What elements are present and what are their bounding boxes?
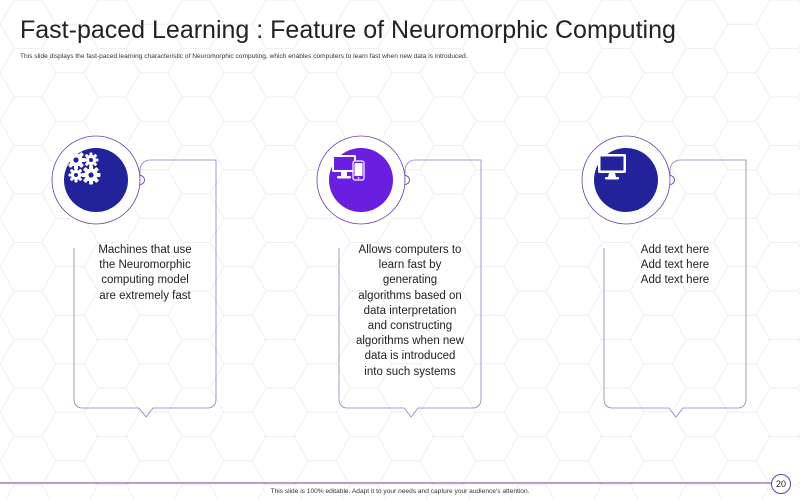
- card-2-line: data is introduced: [364, 350, 456, 363]
- card-1-line: are extremely fast: [99, 289, 191, 302]
- feature-card-3: [580, 130, 760, 430]
- footer-note: This slide is 100% editable. Adapt it to your needs and capture your audience's attention.: [270, 488, 530, 495]
- card-3-line: Add text here: [640, 274, 710, 287]
- card-3-line: Add text here: [640, 259, 710, 272]
- card-3-text: [615, 243, 735, 289]
- card-2-line: learn fast by: [378, 259, 442, 272]
- card-2-line: data interpretation: [363, 304, 457, 317]
- card-3-icon-circle: [594, 148, 658, 212]
- card-2-line: into such systems: [364, 365, 456, 378]
- card-1-icon-circle: [64, 148, 128, 212]
- card-2-text: [345, 243, 475, 380]
- slide-title: Fast-paced Learning : Feature of Neuromorphic Computing: [20, 16, 676, 44]
- card-1-line: Machines that use: [98, 244, 192, 256]
- feature-card-2: [315, 130, 495, 430]
- card-3-line: Add text here: [640, 244, 710, 256]
- card-2-line: generating: [382, 274, 438, 287]
- card-2-line: Allows computers to: [358, 244, 462, 256]
- card-2-line: algorithms based on: [358, 289, 462, 302]
- card-2-icon-circle: [329, 148, 393, 212]
- feature-card-1: [50, 130, 230, 430]
- page-number-badge: 20: [771, 474, 791, 494]
- card-1-line: computing model: [101, 274, 189, 287]
- card-2-line: and constructing: [367, 320, 453, 333]
- card-1-line: the Neuromorphic: [99, 259, 191, 272]
- card-1-text: [85, 243, 205, 304]
- card-2-line: algorithms when new: [355, 335, 465, 348]
- slide-subtitle: This slide displays the fast-paced learning characteristic of Neuromorphic computing, which enables computers to learn fast when new data is introduced.: [20, 53, 468, 60]
